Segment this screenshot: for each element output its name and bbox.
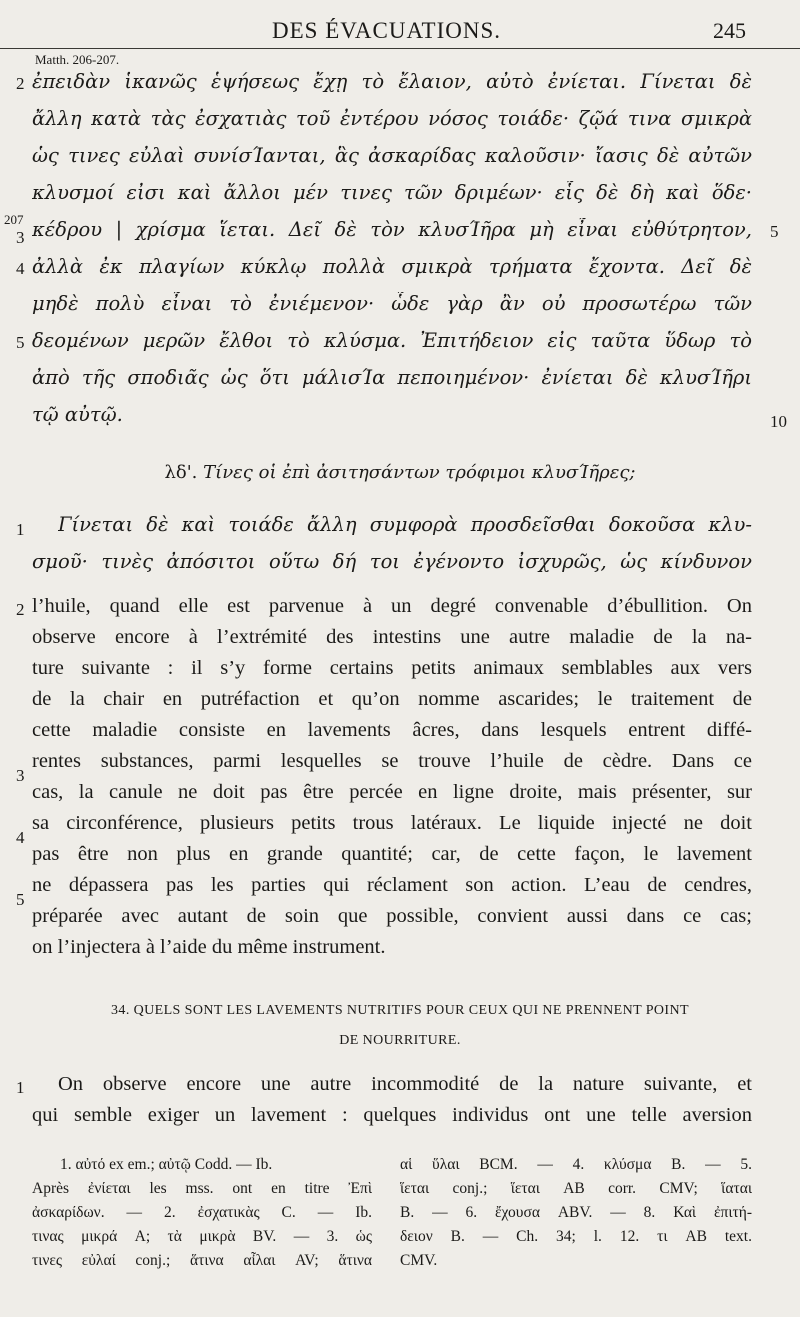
- footnote-line: B. — 6. ἔχουσα ABV. — 8. Καὶ ἐπιτή-: [400, 1204, 752, 1221]
- greek-line: κέδρου | χρίσμα ἵεται. Δεῖ δὲ τὸν κλυσΊῆρα μὴ εἶναι εὐθύτρητον,: [32, 218, 752, 241]
- greek-line: ἐπειδὰν ἱκανῶς ἑψήσεως ἔχῃ τὸ ἔλαιον, αὐτὸ ἐνίεται. Γίνεται δὲ: [32, 70, 752, 93]
- french-line: cas, la canule ne doit pas être percée en ligne droite, mais présenter, sur: [32, 781, 752, 803]
- french-line: pas être non plus en grande quantité; car, de cette façon, le lavement: [32, 843, 752, 865]
- french-line: l’huile, quand elle est parvenue à un degré convenable d’ébullition. On: [32, 595, 752, 617]
- running-head: [0, 14, 800, 49]
- greek-chapter-heading: [0, 462, 800, 483]
- french-line: On observe encore une autre incommodité de la nature suivante, et: [58, 1073, 752, 1095]
- greek-chapter-title: Τίνες οἱ ἐπὶ ἀσιτησάντων τρόφιμοι κλυσΊῆρες;: [203, 462, 636, 483]
- french-line: observe encore à l’extrémité des intestins une autre maladie de la na-: [32, 626, 752, 648]
- french-line: on l’injectera à l’aide du même instrument.: [32, 936, 386, 958]
- greek-line: μηδὲ πολὺ εἶναι τὸ ἐνιέμενον· ὧδε γὰρ ἂν οὐ προσωτέρω τῶν: [32, 292, 752, 315]
- greek-line: ὡς τινες εὐλαὶ συνίσΊανται, ἃς ἀσκαρίδας καλοῦσιν· ἴασις δὲ αὐτῶν: [32, 144, 752, 167]
- running-title: DES ÉVACUATIONS.: [272, 18, 501, 43]
- margin-line-number: 5: [16, 333, 25, 352]
- margin-line-number: 1: [16, 1078, 25, 1097]
- greek-line: ἄλλη κατὰ τὰς ἐσχατιὰς τοῦ ἐντέρου νόσος τοιάδε· ζῷά τινα σμικρὰ: [32, 107, 752, 130]
- margin-line-number: 3: [16, 766, 25, 785]
- margin-line-number: 10: [770, 412, 787, 431]
- footnote-line: τινας μικρά A; τὰ μικρὰ BV. — 3. ὡς: [32, 1228, 372, 1245]
- margin-page-number: 207: [4, 212, 24, 227]
- footnote-line: δειον B. — Ch. 34; l. 12. τι AB text.: [400, 1228, 752, 1245]
- french-line: sa circonférence, plusieurs petits trous latéraux. Le liquide injecté ne doit: [32, 812, 752, 834]
- margin-line-number: 2: [16, 74, 25, 93]
- french-line: préparée avec autant de soin que possible, convient aussi dans ce cas;: [32, 905, 752, 927]
- footnote-line: Après ἐνίεται les mss. ont en titre Ἐπὶ: [32, 1180, 372, 1197]
- edition-reference: Matth. 206-207.: [35, 52, 120, 67]
- margin-line-number: 2: [16, 600, 25, 619]
- footnote-line: 1. αὐτό ex em.; αὐτῷ Codd. — Ib.: [60, 1156, 273, 1173]
- french-line: rentes substances, parmi lesquelles se trouve l’huile de cèdre. Dans ce: [32, 750, 752, 772]
- french-chapter-heading-continued: DE NOURRITURE.: [339, 1033, 461, 1048]
- greek-chapter-number: λδ'.: [164, 462, 198, 483]
- french-chapter-heading: 34. QUELS SONT LES LAVEMENTS NUTRITIFS POUR CEUX QUI NE PRENNENT POINT: [111, 1003, 689, 1018]
- footnote-line: CMV.: [400, 1252, 438, 1269]
- page-number: 245: [713, 18, 746, 43]
- margin-line-number: 3: [16, 228, 25, 247]
- greek-line: Γίνεται δὲ καὶ τοιάδε ἄλλη συμφορὰ προσδεῖσθαι δοκοῦσα κλυ-: [58, 513, 752, 536]
- greek-line: σμοῦ· τινὲς ἀπόσιτοι οὕτω δή τοι ἐγένοντο ἰσχυρῶς, ὡς κίνδυνον: [32, 550, 752, 573]
- margin-line-number: 1: [16, 520, 25, 539]
- french-line: de la chair en putréfaction et qu’on nomme ascarides; le traitement de: [32, 688, 752, 710]
- greek-line: κλυσμοί εἰσι καὶ ἄλλοι μέν τινες τῶν δριμέων· εἷς δὲ δὴ καὶ ὅδε·: [32, 181, 752, 204]
- greek-line: δεομένων μερῶν ἔλθοι τὸ κλύσμα. Ἐπιτήδειον εἰς ταῦτα ὕδωρ τὸ: [32, 329, 752, 352]
- margin-line-number: 4: [16, 828, 25, 847]
- footnote-line: τινες εὐλαί conj.; ἅτινα αἶλαι AV; ἅτινα: [32, 1252, 372, 1269]
- greek-line: ἀλλὰ ἐκ πλαγίων κύκλῳ πολλὰ σμικρὰ τρήματα ἔχοντα. Δεῖ δὲ: [32, 255, 752, 278]
- footnote-line: ἵεται conj.; ἵεται AB corr. CMV; ἵαται: [400, 1180, 752, 1197]
- footnote-line: αἱ ὕλαι BCM. — 4. κλύσμα B. — 5.: [400, 1156, 752, 1173]
- french-line: ne dépassera pas les parties qui réclament son action. L’eau de cendres,: [32, 874, 752, 896]
- margin-line-number: 5: [16, 890, 25, 909]
- margin-line-number: 5: [770, 222, 779, 241]
- french-line: ture suivante : il s’y forme certains petits animaux semblables aux vers: [32, 657, 752, 679]
- footnote-line: ἀσκαρίδων. — 2. ἐσχατικὰς C. — Ib.: [32, 1204, 372, 1221]
- margin-line-number: 4: [16, 259, 25, 278]
- french-line: qui semble exiger un lavement : quelques individus ont une telle aversion: [32, 1104, 752, 1126]
- french-line: cette maladie consiste en lavements âcres, dans lesquels entrent diffé-: [32, 719, 752, 741]
- greek-line: τῷ αὐτῷ.: [32, 403, 123, 426]
- greek-line: ἀπὸ τῆς σποδιᾶς ὡς ὅτι μάλισΊα πεποιημένον· ἐνίεται δὲ κλυσΊῆρι: [32, 366, 752, 389]
